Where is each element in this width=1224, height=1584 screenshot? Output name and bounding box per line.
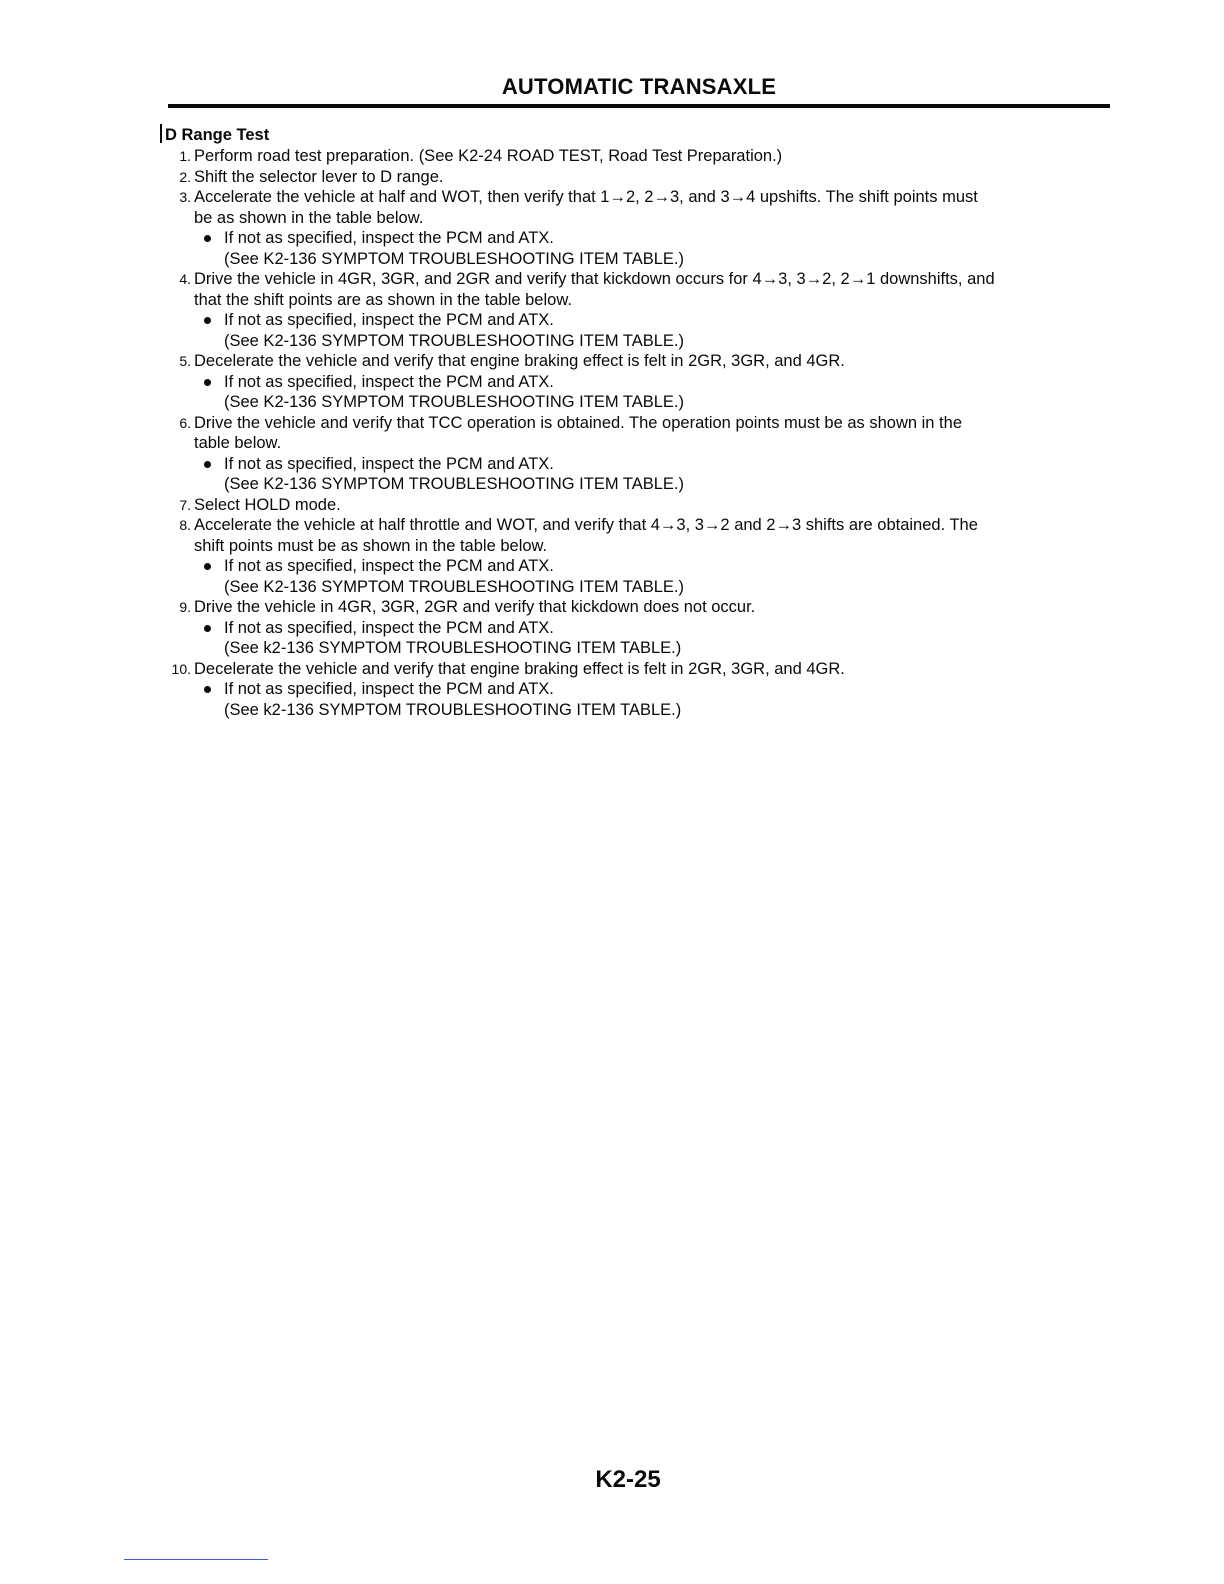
step-text-line: Decelerate the vehicle and verify that engine braking effect is felt in 2GR, 3GR, and 4GR.	[194, 352, 845, 370]
step-number: 5.	[179, 353, 191, 369]
step-item	[160, 167, 1120, 188]
note-reference: (See k2-136 SYMPTOM TROUBLESHOOTING ITEM TABLE.)	[224, 639, 682, 657]
note-bullet-line	[224, 454, 1120, 475]
bullet-icon	[204, 379, 211, 386]
note-bullet-line	[224, 228, 1120, 249]
header-rule	[168, 104, 1110, 108]
note-bullet-line	[224, 618, 1120, 639]
note-reference: (See K2-136 SYMPTOM TROUBLESHOOTING ITEM TABLE.)	[224, 331, 684, 350]
step-note	[194, 679, 1120, 720]
step-note	[194, 228, 1120, 269]
step-note	[194, 556, 1120, 597]
step-text-line: Accelerate the vehicle at half throttle and WOT, and verify that 4→3, 3→2 and 2→3 shifts are obtained. The	[194, 516, 978, 534]
page-header-title: AUTOMATIC TRANSAXLE	[501, 74, 777, 99]
step-number: 3.	[179, 189, 191, 205]
note-reference: (See k2-136 SYMPTOM TROUBLESHOOTING ITEM TABLE.)	[224, 700, 682, 719]
note-bullet-text: If not as specified, inspect the PCM and ATX.	[224, 311, 554, 329]
step-number: 1.	[179, 148, 191, 164]
note-bullet-text: If not as specified, inspect the PCM and ATX.	[224, 229, 554, 247]
step-number: 8.	[179, 517, 191, 533]
step-item	[160, 495, 1120, 516]
step-note	[194, 454, 1120, 495]
section-title	[160, 124, 1120, 146]
note-bullet-line	[224, 310, 1120, 331]
bottom-line	[124, 1559, 268, 1560]
page-number: K2-25	[595, 1466, 661, 1493]
step-text-line: be as shown in the table below.	[194, 208, 424, 227]
bullet-icon	[204, 235, 211, 242]
step-item	[160, 351, 1120, 413]
section-marker	[160, 124, 162, 143]
bullet-icon	[204, 461, 211, 468]
note-reference: (See K2-136 SYMPTOM TROUBLESHOOTING ITEM TABLE.)	[224, 475, 684, 493]
step-number: 2.	[179, 168, 191, 185]
step-note	[194, 310, 1120, 351]
bullet-icon	[204, 317, 211, 324]
step-item	[160, 187, 1120, 269]
step-item	[160, 413, 1120, 495]
step-text-line: Accelerate the vehicle at half and WOT, then verify that 1→2, 2→3, and 3→4 upshifts. The shift points must	[194, 188, 978, 206]
step-text-line: Shift the selector lever to D range.	[194, 167, 444, 186]
bullet-icon	[204, 625, 211, 632]
note-bullet-line	[224, 372, 1120, 393]
step-text-line: Drive the vehicle and verify that TCC operation is obtained. The operation points must be as shown in the	[194, 413, 962, 432]
note-bullet-text: If not as specified, inspect the PCM and ATX.	[224, 454, 554, 473]
note-reference: (See K2-136 SYMPTOM TROUBLESHOOTING ITEM TABLE.)	[224, 577, 684, 596]
step-text-line: shift points must be as shown in the table below.	[194, 536, 548, 555]
step-number: 4.	[179, 271, 191, 287]
step-text-line: Select HOLD mode.	[194, 495, 341, 514]
note-reference: (See K2-136 SYMPTOM TROUBLESHOOTING ITEM TABLE.)	[224, 249, 684, 268]
note-bullet-text: If not as specified, inspect the PCM and ATX.	[224, 372, 554, 391]
step-number: 7.	[179, 496, 191, 513]
step-text-line: that the shift points are as shown in the table below.	[194, 290, 572, 309]
d-range-test-section	[160, 124, 1120, 720]
step-number: 6.	[179, 414, 191, 431]
bullet-icon	[204, 686, 211, 693]
step-item	[160, 515, 1120, 597]
step-note	[194, 618, 1120, 659]
step-number: 10.	[171, 660, 191, 677]
note-bullet-line	[224, 679, 1120, 700]
note-reference: (See K2-136 SYMPTOM TROUBLESHOOTING ITEM TABLE.)	[224, 393, 684, 411]
note-bullet-text: If not as specified, inspect the PCM and ATX.	[224, 557, 554, 575]
step-text-line: Drive the vehicle in 4GR, 3GR, and 2GR and verify that kickdown occurs for 4→3, 3→2, 2→1 downshifts, and	[194, 270, 995, 288]
step-text-line: table below.	[194, 434, 282, 452]
step-text-line: Decelerate the vehicle and verify that engine braking effect is felt in 2GR, 3GR, and 4GR.	[194, 659, 845, 678]
step-text-line: Drive the vehicle in 4GR, 3GR, 2GR and verify that kickdown does not occur.	[194, 598, 756, 616]
steps-list	[160, 146, 1120, 720]
step-number: 9.	[179, 599, 191, 615]
note-bullet-text: If not as specified, inspect the PCM and ATX.	[224, 618, 554, 637]
step-item	[160, 597, 1120, 659]
step-item	[160, 269, 1120, 351]
step-text-line: Perform road test preparation. (See K2-24 ROAD TEST, Road Test Preparation.)	[194, 147, 783, 165]
section-title-text: D Range Test	[165, 126, 270, 144]
step-item	[160, 659, 1120, 721]
step-item	[160, 146, 1120, 167]
step-note	[194, 372, 1120, 413]
note-bullet-line	[224, 556, 1120, 577]
note-bullet-text: If not as specified, inspect the PCM and ATX.	[224, 680, 554, 698]
bullet-icon	[204, 563, 211, 570]
